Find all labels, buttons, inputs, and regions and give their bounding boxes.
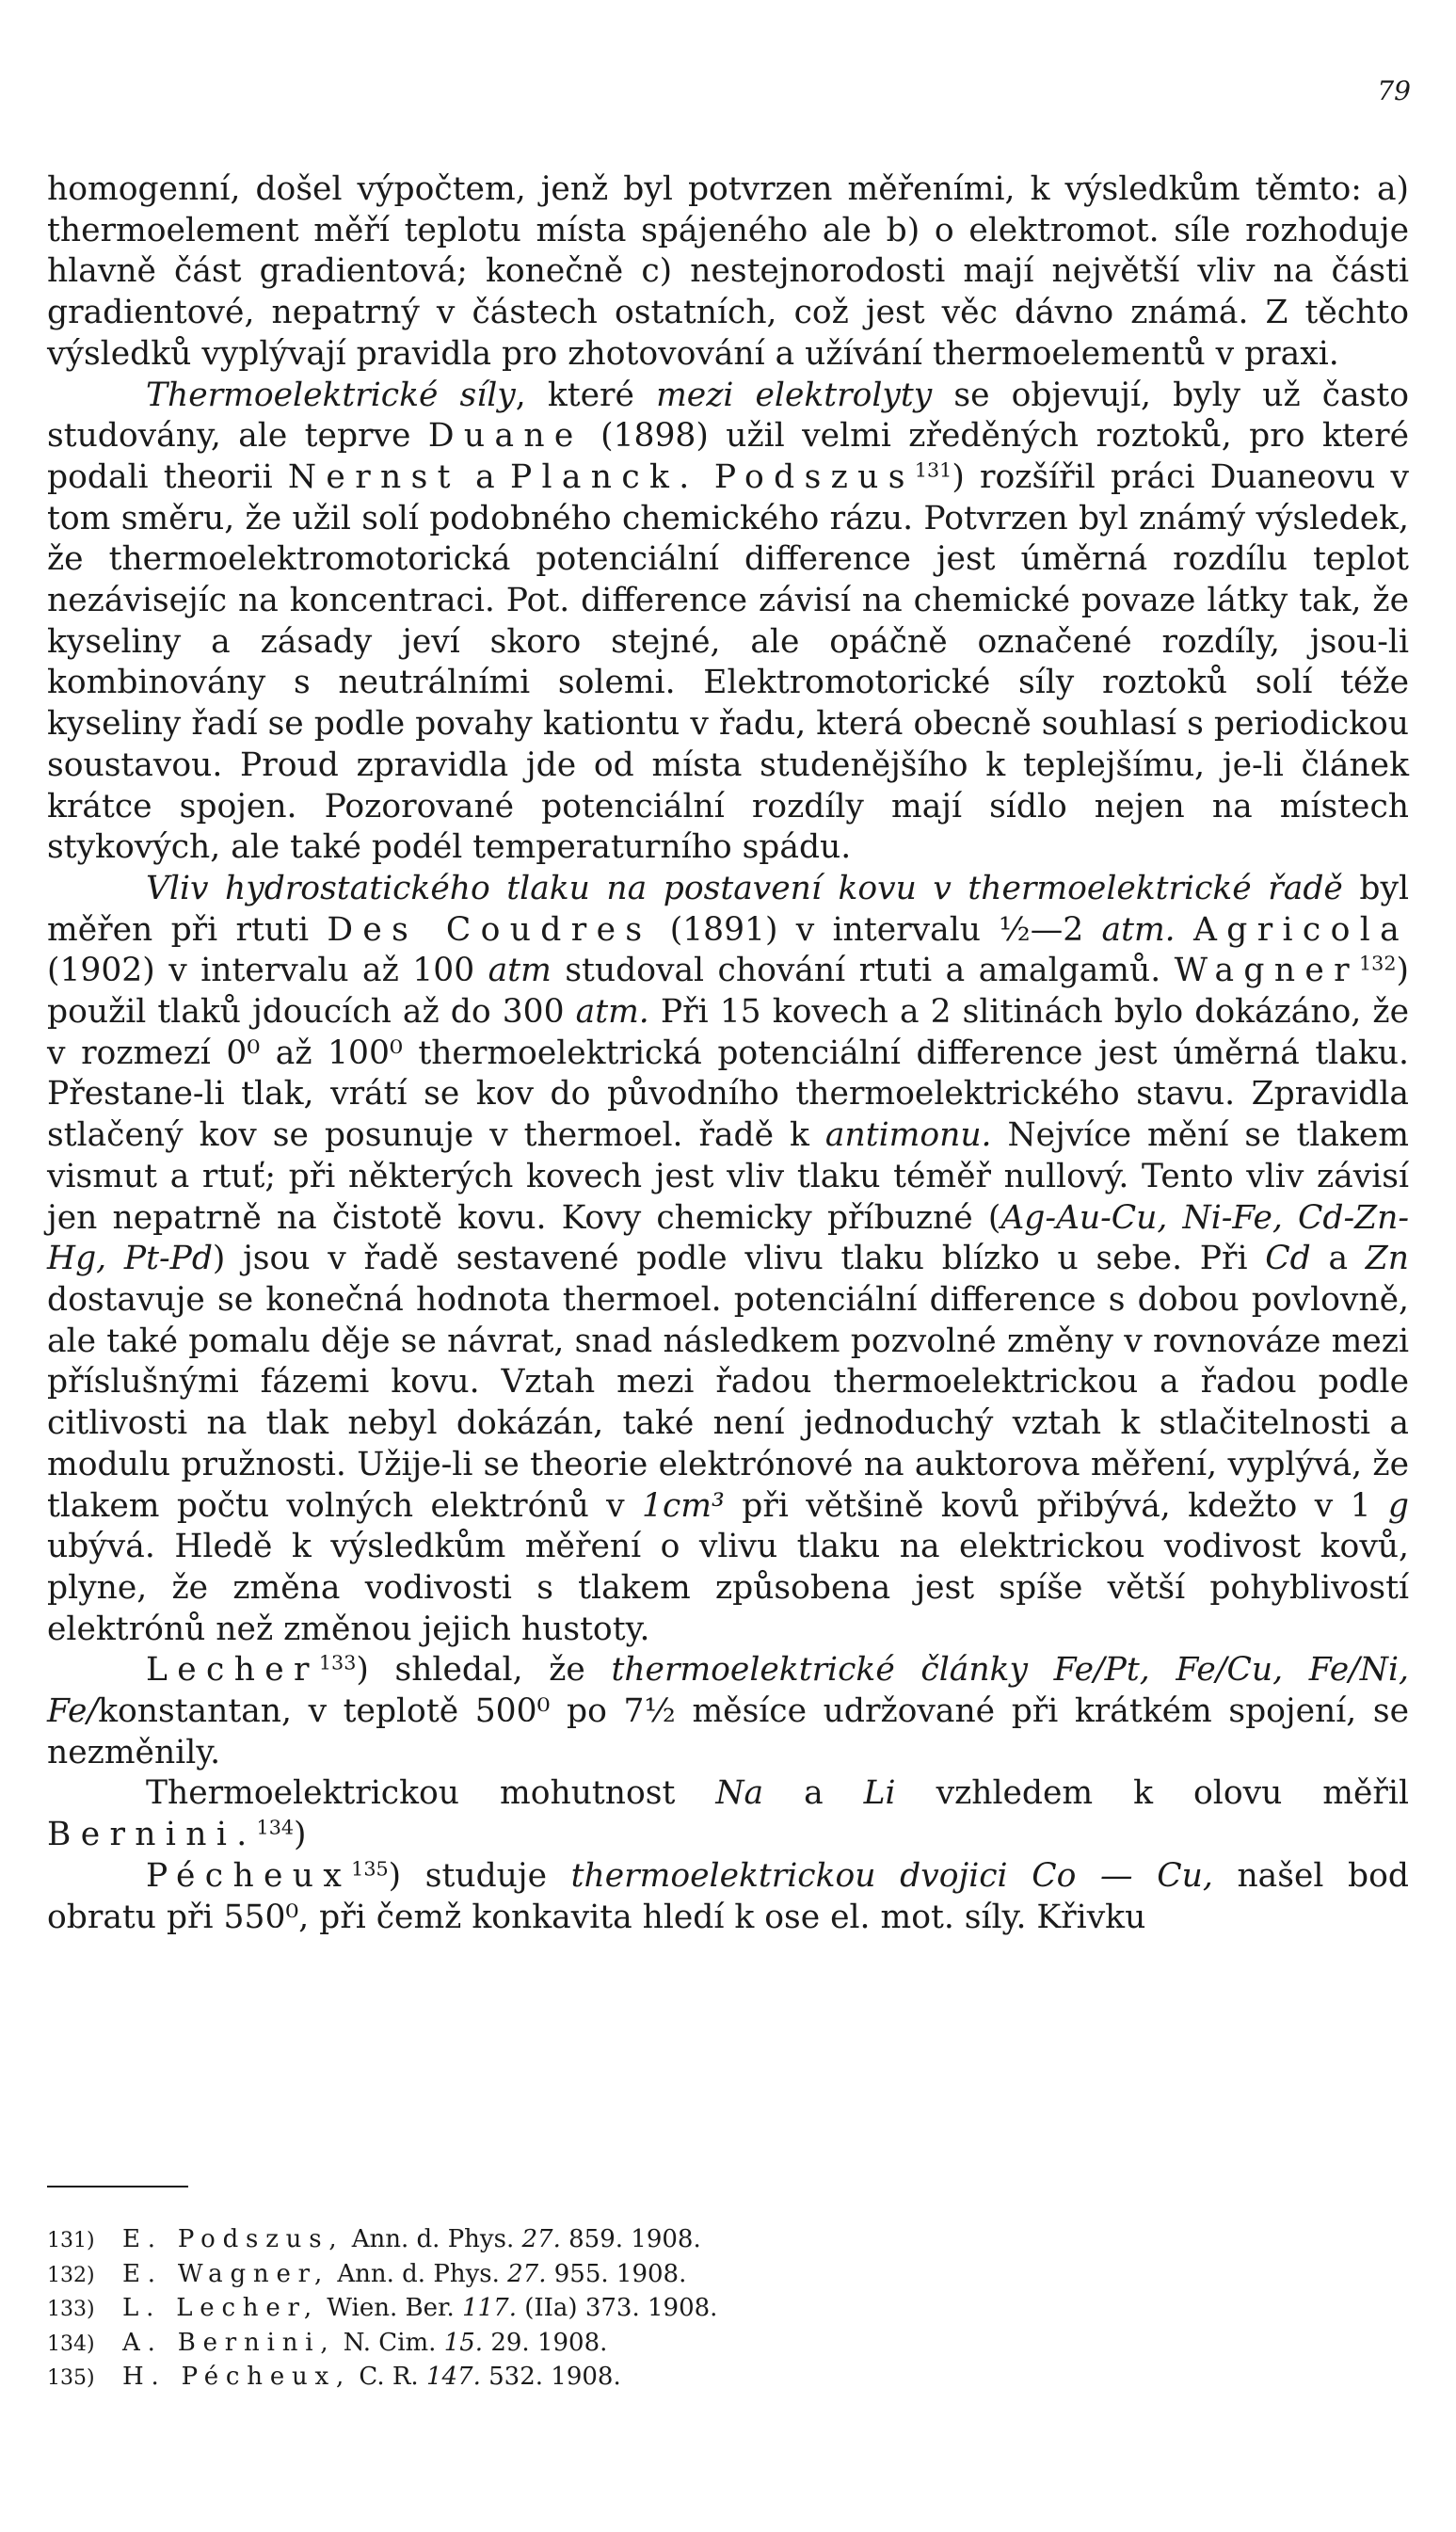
footnote-ref: 132: [1359, 952, 1397, 975]
footnote-author: A. Bernini,: [122, 2328, 336, 2357]
footnote-pages: 29. 1908.: [490, 2328, 608, 2357]
text-run: a: [459, 457, 510, 496]
footnote-journal: C. R.: [359, 2363, 419, 2391]
text-run: , které: [515, 376, 657, 414]
footnote-author: H. Pécheux,: [122, 2363, 352, 2391]
text-run: Nejvíce mění se tlakem vismut a rtuť; při některých kovech jest vliv tlaku téměř nullový. Tento vliv závisí jen nepatrně na čistotě kovu. Kovy chemicky příbuzné (: [47, 1116, 1409, 1237]
footnote-journal: Ann. d. Phys.: [351, 2225, 515, 2253]
italic-term: Thermoelektrické síly: [146, 376, 516, 414]
text-run: [1176, 911, 1193, 949]
author-name: Bernini.: [47, 1816, 257, 1854]
fraction: ½—2: [999, 910, 1084, 949]
footnote-mark: 134): [47, 2332, 95, 2356]
text-run: konstantan, v teplotě 500⁰ po 7½ měsíce udržované při krátkém spojení, se nezměnily.: [47, 1692, 1409, 1771]
footnote-journal: N. Cim.: [343, 2328, 437, 2357]
footnote-mark: 132): [47, 2263, 95, 2287]
author-name: Planck.: [509, 457, 699, 496]
footnote-journal: Ann. d. Phys.: [337, 2259, 500, 2288]
unit: 1cm³: [642, 1486, 725, 1525]
paragraph-2: [47, 376, 1409, 869]
text-run: Thermoelektrickou mohutnost: [146, 1774, 716, 1813]
text-run: při většině kovů přibývá, kdežto v 1: [724, 1486, 1388, 1525]
footnote: [47, 2327, 1409, 2362]
text-run: ) rozšířil práci Duaneovu v tom směru, že užil solí podobného chemického rázu. Potvrzen byl známý výsledek, že thermoelektromotorická potenciální difference jest úměrná rozdílu teplot nezávisejíc na koncentraci. Pot. difference závisí na chemické povaze látky tak, že kyseliny a zásady jeví skoro stejné, ale opáčně označené rozdíly, jsou-li kombinovány s neutrálními solemi. Elektromotorické síly roztoků solí téže kyseliny řadí se podle povahy kationtu v řadu, která obecně souhlasí s periodickou soustavou. Proud zpravidla jde od místa studenějšího k teplejšímu, je-li článek krátce spojen. Pozorované potenciální rozdíly mají sídlo nejen na místech stykových, ale také podél temperaturního spádu.: [47, 457, 1410, 867]
text-run: ): [294, 1816, 307, 1854]
element-symbol: Li: [863, 1774, 896, 1813]
author-name: Lecher: [146, 1651, 319, 1690]
element-symbol: Zn: [1365, 1240, 1409, 1278]
footnote-author: L. Lecher,: [122, 2294, 319, 2322]
footnote-mark: 133): [47, 2298, 95, 2321]
author-name: Podszus: [713, 457, 915, 496]
footnote-ref: 131: [914, 458, 952, 482]
unit: atm: [488, 952, 552, 990]
page-number: 79: [1377, 75, 1411, 106]
italic-term: thermoelektrickou dvojici Co — Cu,: [570, 1856, 1213, 1895]
footnote-volume: 27.: [507, 2259, 547, 2288]
italic-heading: Vliv hydrostatického tlaku na postavení kovu v thermoelektrické řadě: [146, 869, 1343, 907]
footnote-pages: 859. 1908.: [568, 2225, 701, 2253]
paragraph-6: [47, 1856, 1409, 1938]
footnote-divider: [47, 2186, 188, 2187]
text-run: našel bod obratu při 550⁰, při čemž konkavita hledí k ose el. mot. síly. Křivku: [47, 1856, 1409, 1936]
paragraph-3: [47, 869, 1409, 1650]
author-name: Wagner: [1174, 952, 1360, 990]
footnote-mark: 135): [47, 2366, 95, 2390]
paragraph-1: homogenní, došel výpočtem, jenž byl potvrzen měřeními, k výsledkům těmto: a) thermoelement měří teplotu místa spájeného ale b) o elektromot. síle rozhoduje hlavně část gradientová; konečně c) nestejnorodosti mají největší vliv na části gradientové, nepatrný v částech ostatních, což jest věc dávno známá. Z těchto výsledků vyplývají pravidla pro zhotovování a užívání thermoelementů v praxi.: [47, 170, 1409, 373]
footnote-volume: 27.: [521, 2225, 561, 2253]
paragraph-5: [47, 1773, 1409, 1855]
text-run: studoval chování rtuti a amalgamů.: [551, 952, 1175, 990]
text-run: se objevují, byly už často studovány, ale teprve: [47, 376, 1409, 456]
footnote-mark: 131): [47, 2229, 95, 2252]
text-run: ) použil tlaků jdoucích až do 300: [47, 952, 1409, 1032]
footnote-volume: 117.: [462, 2294, 517, 2322]
text-run: ubývá. Hledě k výsledkům měření o vlivu tlaku na elektrickou vodivost kovů, plyne, že změna vodivosti s tlakem způsobena jest spíše větší pohyblivostí elektrónů než změnou jejich hustoty.: [47, 1528, 1409, 1648]
text-run: ) studuje: [388, 1856, 571, 1895]
text-run: Při 15 kovech a 2 slitinách bylo dokázáno, že v rozmezí 0⁰ až 100⁰ thermoelektrická potenciální difference jest úměrná tlaku. Přestane-li tlak, vrátí se kov do původního thermoelektrického stavu. Zpravidla stlačený kov se posunuje v thermoel. řadě k: [47, 993, 1409, 1155]
text-run: (1898) užil velmi zředěných roztoků, pro které podali theorii: [47, 417, 1409, 496]
text-run: a: [763, 1774, 864, 1813]
author-name: Pécheux: [146, 1856, 352, 1895]
italic-term: mezi elektrolyty: [656, 376, 933, 414]
text-run: (1891) v intervalu: [651, 910, 1000, 949]
footnote: [47, 2361, 1409, 2396]
element-symbol: Cd: [1265, 1240, 1311, 1278]
element-symbol: Na: [715, 1774, 764, 1813]
alloy-list: Ag-Au-Cu, Ni-Fe, Cd-Zn-Hg, Pt-Pd: [47, 1198, 1410, 1278]
text-run: [699, 458, 714, 496]
footnote: [47, 2258, 1409, 2293]
text-run: ) shledal, že: [356, 1651, 612, 1690]
footnote: [47, 2292, 1409, 2327]
footnote-ref: 134: [256, 1816, 295, 1839]
text-run: (1902) v intervalu až 100: [47, 952, 488, 990]
footnote-ref: 135: [351, 1857, 389, 1881]
text-run: ) jsou v řadě sestavené podle vlivu tlaku blízko u sebe. Při: [212, 1240, 1266, 1278]
footnote-pages: (IIa) 373. 1908.: [524, 2294, 718, 2322]
author-name: Duane: [427, 417, 584, 456]
unit: g: [1387, 1486, 1409, 1525]
unit: atm.: [575, 993, 649, 1032]
author-name: Nernst: [287, 457, 460, 496]
paragraph-4: [47, 1650, 1409, 1773]
footnote-volume: 15.: [443, 2328, 484, 2357]
footnote-volume: 147.: [425, 2363, 481, 2391]
italic-term: thermoelektrické články Fe/Pt, Fe/Cu, Fe/Ni, Fe/: [47, 1651, 1409, 1731]
text-run: vzhledem k olovu měřil: [895, 1774, 1409, 1813]
main-text: [47, 169, 1409, 1938]
text-run: byl měřen při rtuti: [47, 869, 1409, 949]
footnote-author: E. Podszus,: [122, 2225, 344, 2253]
footnote: [47, 2223, 1409, 2258]
author-name: Agricola: [1193, 910, 1410, 949]
footnotes: [47, 2223, 1409, 2396]
text-run: a: [1310, 1240, 1366, 1278]
author-name: Des Coudres: [327, 910, 652, 949]
text-run: dostavuje se konečná hodnota thermoel. potenciální difference s dobou povlovně, ale také pomalu děje se návrat, snad následkem pozvolné změny v rovnováze mezi příslušnými fázemi kovu. Vztah mezi řadou thermoelektrickou a řadou podle citlivosti na tlak nebyl dokázán, také není jednoduchý vztah k stlačitelnosti a modulu pružnosti. Užije-li se theorie elektrónové na auktorova měření, vyplývá, že tlakem počtu volných elektrónů v: [47, 1280, 1409, 1525]
footnote-author: E. Wagner,: [122, 2259, 330, 2288]
italic-term: antimonu.: [824, 1116, 992, 1155]
unit: atm.: [1101, 910, 1176, 949]
footnote-pages: 532. 1908.: [488, 2363, 621, 2391]
footnote-journal: Wien. Ber.: [327, 2294, 455, 2322]
footnote-pages: 955. 1908.: [553, 2259, 687, 2288]
footnote-ref: 133: [318, 1651, 357, 1675]
